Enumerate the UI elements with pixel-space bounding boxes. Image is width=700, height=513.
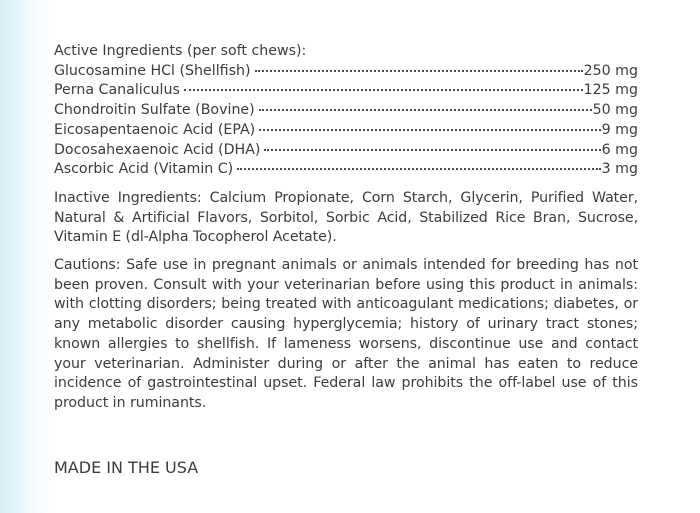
ingredient-row	[54, 141, 638, 161]
ingredient-name: Ascorbic Acid (Vitamin C)	[54, 161, 234, 178]
cautions-text: Cautions: Safe use in pregnant animals or animals intended for breeding has not been proven. Consult with your veterinarian before using this product in animals: with clotting disorders; being treated with anticoagulant medications; diabetes, or any metabolic disorder causing hyperglycemia; history of urinary tract stones; known allergies to shellfish. If lameness worsens, discontinue use and contact your veterinarian. Administer during or after the animal has eaten to reduce incidence of gastrointestinal upset. Federal law prohibits the off-label use of this product in ruminants.	[54, 257, 638, 411]
ingredient-name: Glucosamine HCl (Shellfish)	[54, 62, 251, 79]
made-in-usa: MADE IN THE USA	[54, 458, 199, 477]
ingredient-row	[54, 121, 638, 141]
ingredient-name: Docosahexaenoic Acid (DHA)	[54, 141, 261, 158]
ingredient-amount: 250 mg	[583, 62, 638, 79]
ingredient-row	[54, 101, 638, 121]
inactive-ingredients: Inactive Ingredients: Calcium Propionate, Corn Starch, Glycerin, Purified Water, Natural & Artificial Flavors, Sorbitol, Sorbic Acid, Stabilized Rice Bran, Sucrose, Vitamin E (dl-Alpha Tocopherol Acetate).	[54, 189, 638, 246]
ingredient-row	[54, 160, 638, 180]
dot-leader	[264, 149, 600, 151]
ingredient-name: Eicosapentaenoic Acid (EPA)	[54, 121, 256, 138]
ingredient-name: Perna Canaliculus	[54, 82, 180, 99]
dot-leader	[184, 89, 583, 91]
ingredient-name: Chondroitin Sulfate (Bovine)	[54, 102, 255, 119]
ingredient-amount: 3 mg	[601, 161, 638, 178]
ingredient-row	[54, 62, 638, 82]
label-panel	[54, 42, 638, 414]
dot-leader	[255, 70, 583, 72]
ingredient-amount: 6 mg	[601, 141, 638, 158]
active-ingredients-heading: Active Ingredients (per soft chews):	[54, 43, 307, 59]
dot-leader	[259, 109, 592, 111]
ingredient-row	[54, 81, 638, 101]
dot-leader	[237, 168, 600, 170]
ingredient-amount: 125 mg	[583, 82, 638, 99]
ingredient-list	[54, 62, 638, 180]
dot-leader	[259, 129, 600, 131]
ingredient-amount: 50 mg	[592, 102, 638, 119]
ingredient-amount: 9 mg	[601, 121, 638, 138]
